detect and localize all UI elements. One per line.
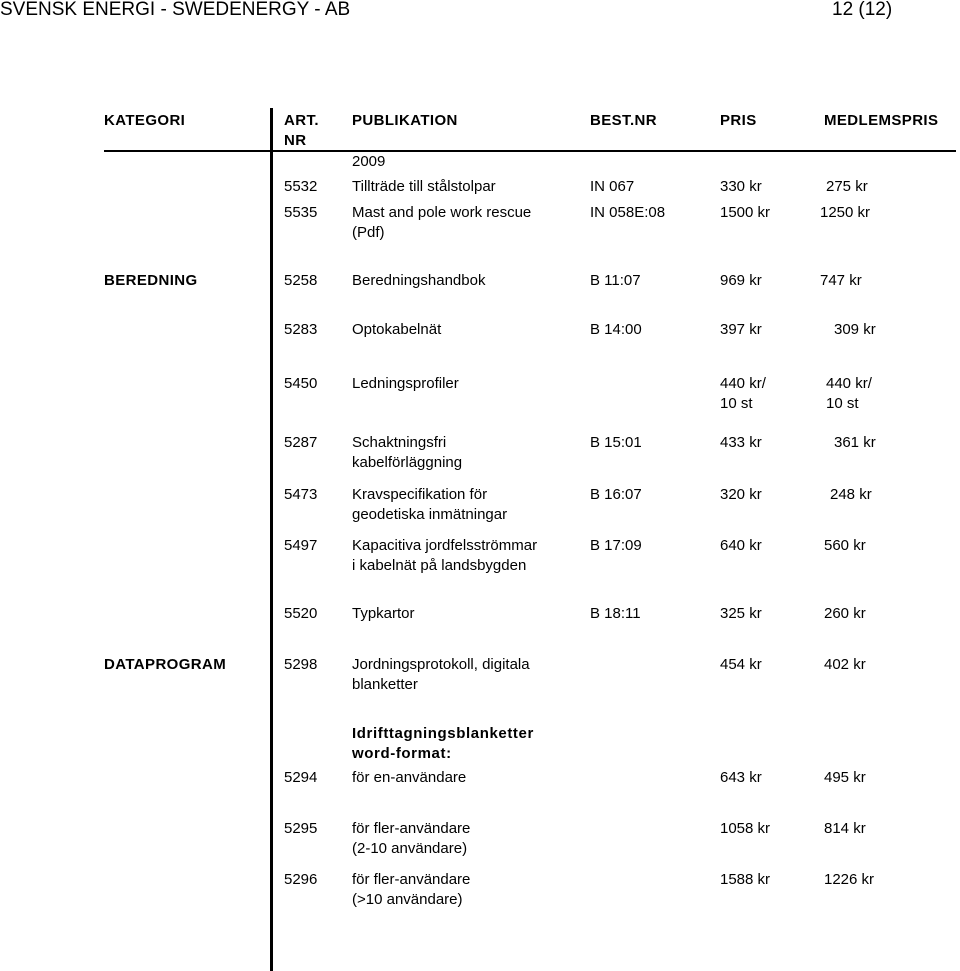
price: 643 kr bbox=[720, 769, 762, 786]
year-label: 2009 bbox=[352, 153, 386, 170]
member-price: 1226 kr bbox=[824, 871, 875, 888]
column-header-medlemspris: MEDLEMSPRIS bbox=[824, 112, 939, 129]
member-price: 402 kr bbox=[824, 656, 866, 673]
art-number: 5287 bbox=[284, 434, 318, 451]
order-number: B 18:11 bbox=[590, 605, 641, 622]
order-number: B 17:09 bbox=[590, 537, 642, 554]
publication-title: Schaktningsfri kabelförläggning bbox=[352, 434, 463, 471]
price: 325 kr bbox=[720, 605, 762, 622]
order-number: IN 067 bbox=[590, 178, 635, 195]
table-row bbox=[0, 604, 960, 622]
price: 320 kr bbox=[720, 486, 762, 503]
member-price: 309 kr bbox=[834, 321, 876, 338]
art-number: 5296 bbox=[284, 871, 318, 888]
section-subheading: Idrifttagningsblanketter word-format: bbox=[352, 725, 534, 762]
art-number: 5450 bbox=[284, 375, 318, 392]
table-row bbox=[0, 870, 960, 908]
category-column-divider bbox=[270, 108, 273, 971]
art-number: 5520 bbox=[284, 605, 318, 622]
publication-title: Kapacitiva jordfelsströmmar i kabelnät på landsbygden bbox=[352, 537, 538, 574]
member-price: 747 kr bbox=[820, 272, 862, 289]
table-row bbox=[0, 536, 960, 574]
price: 454 kr bbox=[720, 656, 762, 673]
publication-title: Tillträde till stålstolpar bbox=[352, 178, 496, 195]
page-number: 12 (12) bbox=[832, 0, 893, 20]
art-number: 5532 bbox=[284, 178, 318, 195]
art-number: 5295 bbox=[284, 820, 318, 837]
order-number: B 14:00 bbox=[590, 321, 642, 338]
order-number: B 16:07 bbox=[590, 486, 642, 503]
price: 433 kr bbox=[720, 434, 762, 451]
member-price: 440 kr/ 10 st bbox=[826, 375, 872, 412]
column-header-art-nr: ART. NR bbox=[284, 112, 319, 149]
price: 1588 kr bbox=[720, 871, 771, 888]
member-price: 1250 kr bbox=[820, 204, 871, 221]
category-label: DATAPROGRAM bbox=[104, 656, 227, 673]
table-row bbox=[0, 177, 960, 195]
publication-title: Jordningsprotokoll, digitala blanketter bbox=[352, 656, 530, 693]
category-label: BEREDNING bbox=[104, 272, 198, 289]
publication-title: Kravspecifikation för geodetiska inmätningar bbox=[352, 486, 508, 523]
column-header-pris: PRIS bbox=[720, 112, 757, 129]
member-price: 361 kr bbox=[834, 434, 876, 451]
table-row bbox=[0, 655, 960, 693]
price: 640 kr bbox=[720, 537, 762, 554]
column-header-publikation: PUBLIKATION bbox=[352, 112, 458, 129]
price: 1058 kr bbox=[720, 820, 771, 837]
price: 330 kr bbox=[720, 178, 762, 195]
publication-title: Ledningsprofiler bbox=[352, 375, 459, 392]
document-header-title: SVENSK ENERGI - SWEDENERGY - AB bbox=[0, 0, 351, 20]
member-price: 260 kr bbox=[824, 605, 866, 622]
publication-title: Beredningshandbok bbox=[352, 272, 486, 289]
order-number: B 11:07 bbox=[590, 272, 641, 289]
table-row bbox=[0, 320, 960, 338]
order-number: IN 058E:08 bbox=[590, 204, 666, 221]
table-row bbox=[0, 271, 960, 289]
table-row bbox=[0, 374, 960, 412]
column-header-best-nr: BEST.NR bbox=[590, 112, 657, 129]
publication-title: Mast and pole work rescue (Pdf) bbox=[352, 204, 532, 241]
price: 440 kr/ 10 st bbox=[720, 375, 766, 412]
member-price: 248 kr bbox=[830, 486, 872, 503]
publication-title: för fler-användare (2-10 användare) bbox=[352, 820, 471, 857]
table-row bbox=[0, 819, 960, 857]
table-row bbox=[0, 203, 960, 241]
table-row bbox=[0, 485, 960, 523]
member-price: 560 kr bbox=[824, 537, 866, 554]
art-number: 5294 bbox=[284, 769, 318, 786]
publication-title: Optokabelnät bbox=[352, 321, 442, 338]
table-row bbox=[0, 433, 960, 471]
price: 397 kr bbox=[720, 321, 762, 338]
publication-title: för fler-användare (>10 användare) bbox=[352, 871, 471, 908]
art-number: 5535 bbox=[284, 204, 318, 221]
header-divider bbox=[104, 150, 956, 152]
table-row bbox=[0, 768, 960, 786]
price: 1500 kr bbox=[720, 204, 771, 221]
publication-title: för en-användare bbox=[352, 769, 467, 786]
order-number: B 15:01 bbox=[590, 434, 642, 451]
price: 969 kr bbox=[720, 272, 762, 289]
publication-title: Typkartor bbox=[352, 605, 415, 622]
art-number: 5497 bbox=[284, 537, 318, 554]
art-number: 5258 bbox=[284, 272, 318, 289]
art-number: 5283 bbox=[284, 321, 318, 338]
member-price: 814 kr bbox=[824, 820, 866, 837]
art-number: 5298 bbox=[284, 656, 318, 673]
column-header-kategori: KATEGORI bbox=[104, 112, 186, 129]
member-price: 495 kr bbox=[824, 769, 866, 786]
art-number: 5473 bbox=[284, 486, 318, 503]
member-price: 275 kr bbox=[826, 178, 868, 195]
